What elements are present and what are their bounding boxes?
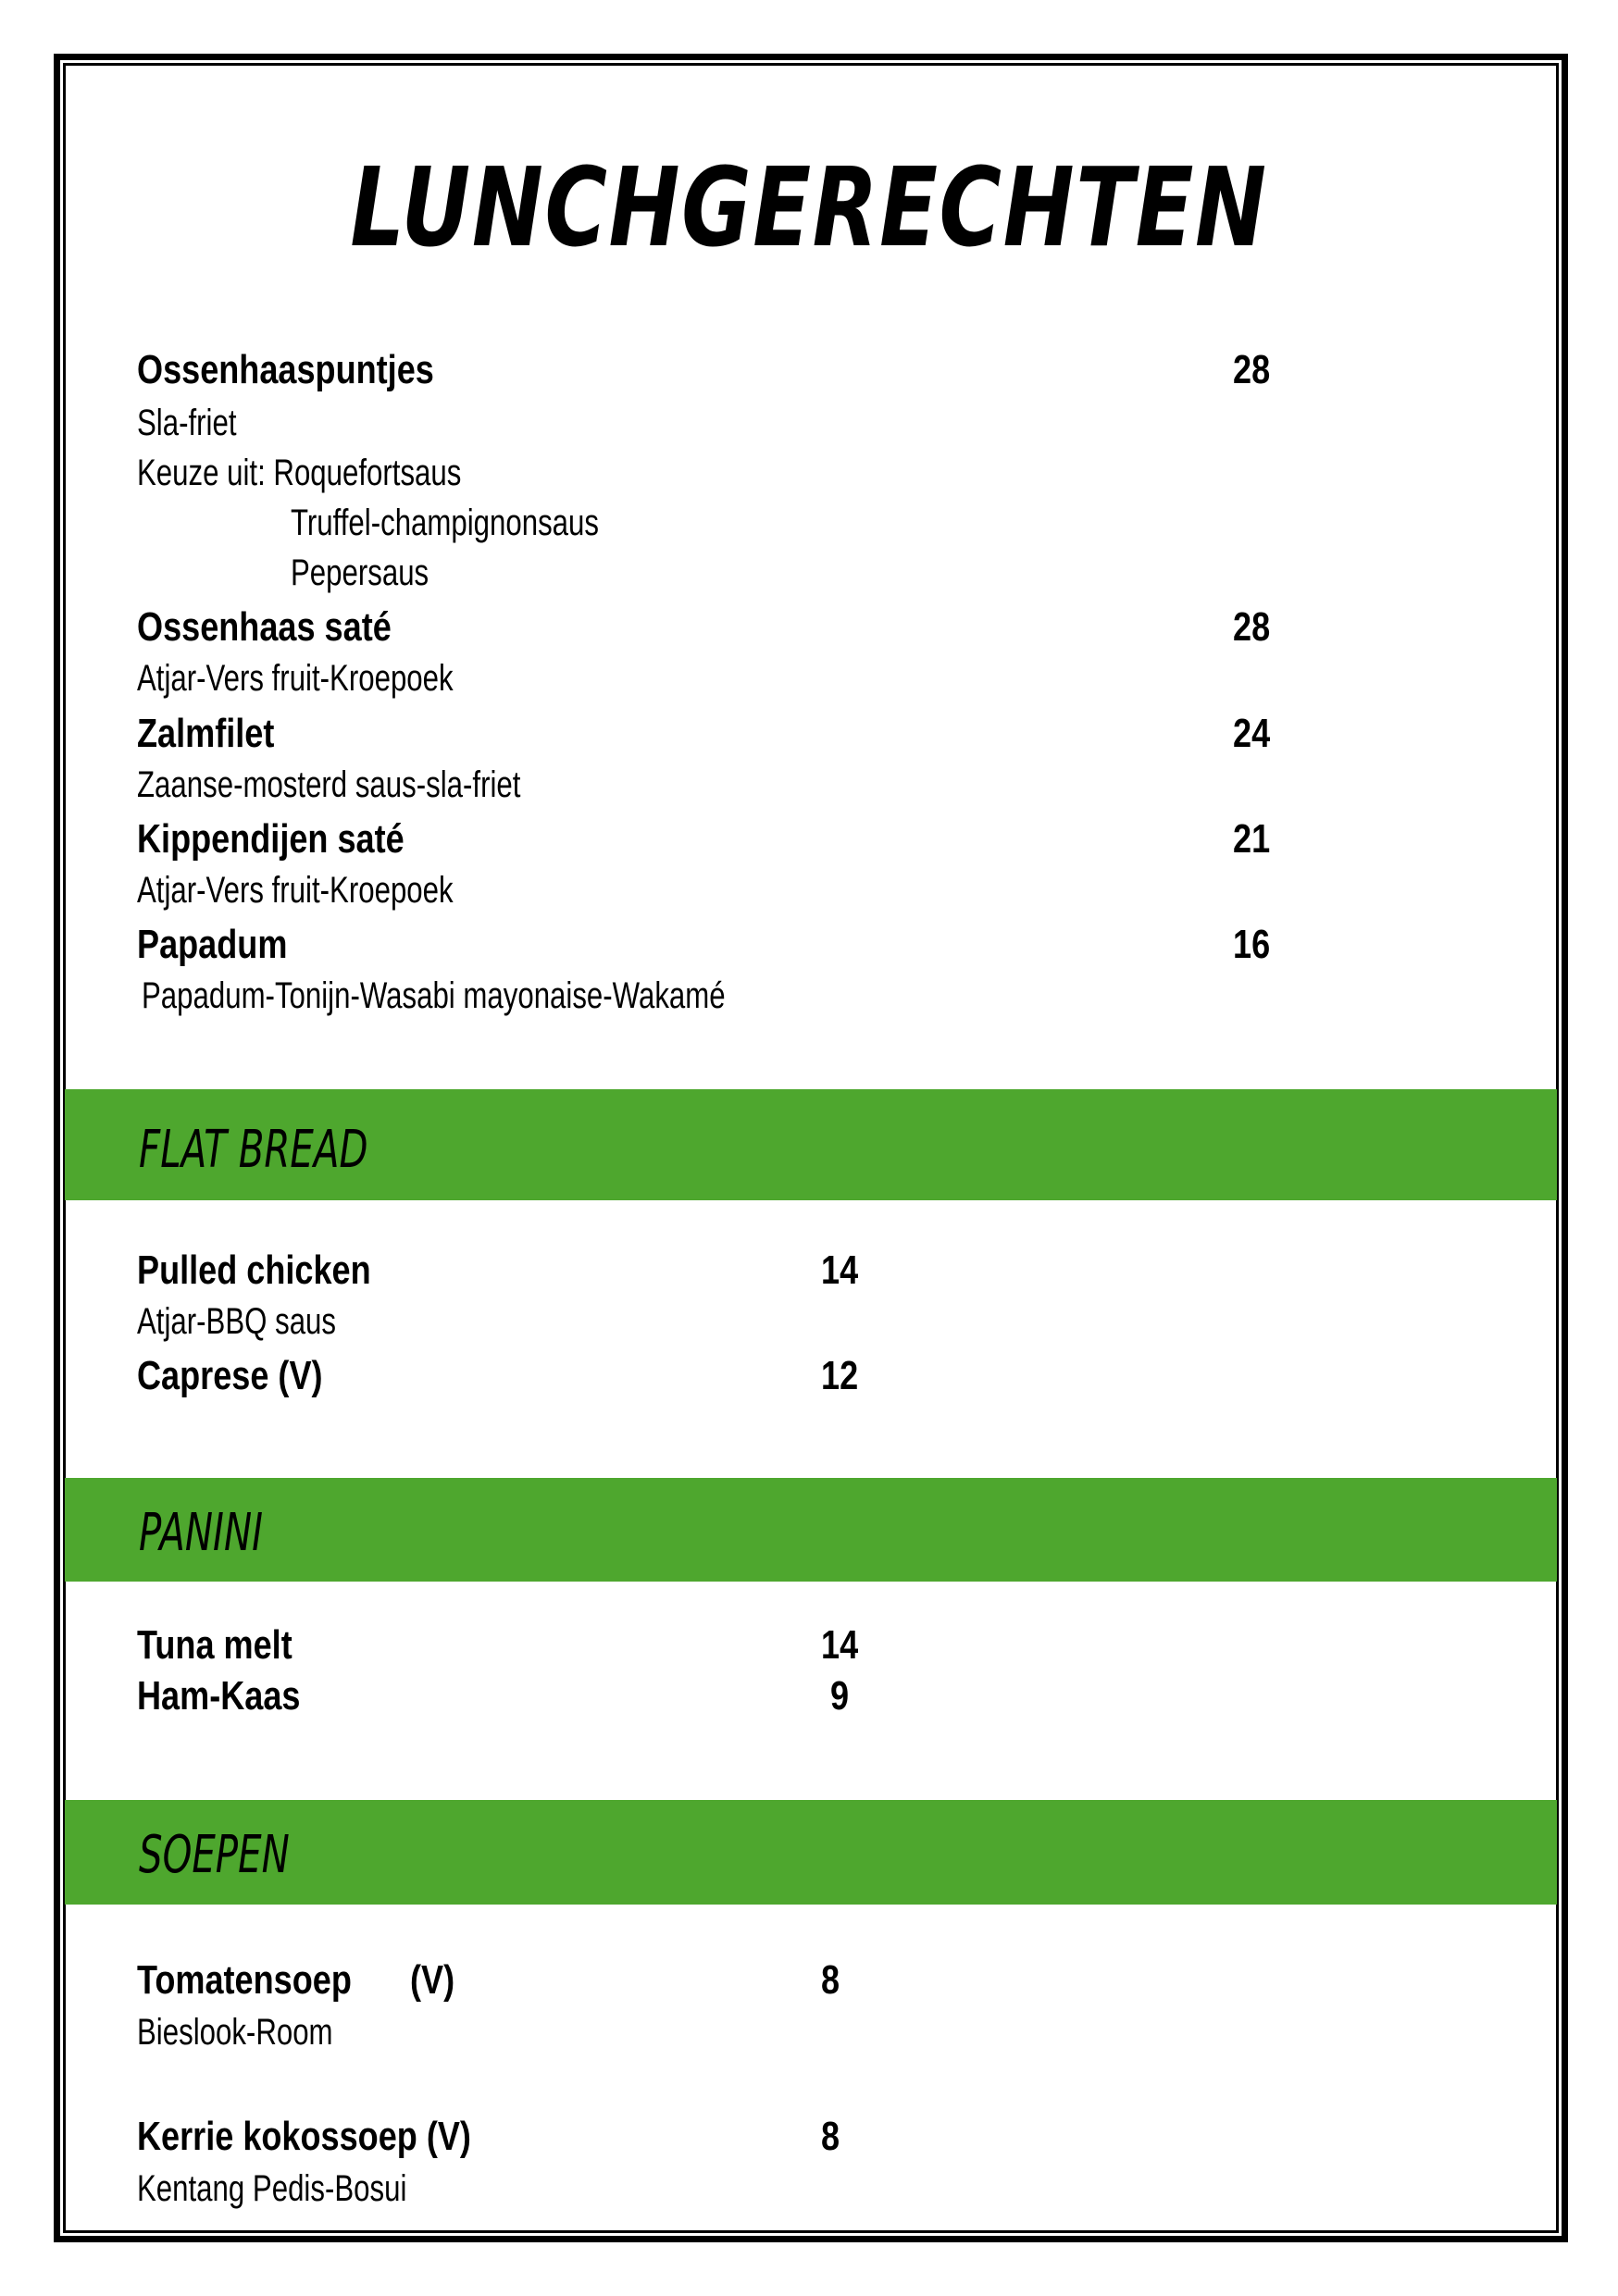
section-heading: PANINI [139, 1503, 263, 1563]
item-price: 12 [821, 1353, 859, 1398]
item-description: Pepersaus [291, 552, 429, 593]
item-description: Atjar-Vers fruit-Kroepoek [137, 658, 454, 699]
item-name: Papadum [137, 922, 288, 967]
section-band-flatbread [65, 1089, 1557, 1200]
item-name: Caprese (V) [137, 1353, 323, 1398]
item-name: Ossenhaas saté [137, 604, 392, 650]
item-description: Keuze uit: Roquefortsaus [137, 453, 462, 493]
item-name: Zalmfilet [137, 711, 275, 756]
item-price: 14 [821, 1622, 859, 1668]
section-heading: SOEPEN [139, 1825, 290, 1885]
section-band-panini [65, 1478, 1557, 1582]
item-name: Ham-Kaas [137, 1673, 301, 1719]
item-description: Atjar-Vers fruit-Kroepoek [137, 870, 454, 911]
item-price: 24 [1233, 711, 1271, 756]
item-name: Ossenhaaspuntjes [137, 347, 434, 392]
item-description: Kentang Pedis-Bosui [137, 2168, 407, 2209]
item-name: Tuna melt [137, 1622, 292, 1668]
item-price: 28 [1233, 604, 1271, 650]
item-price: 8 [821, 1957, 840, 2003]
item-price: 14 [821, 1247, 859, 1293]
item-name: Kerrie kokossoep (V) [137, 2114, 471, 2159]
item-price: 16 [1233, 922, 1271, 967]
item-price: 28 [1233, 347, 1271, 392]
item-description: Papadum-Tonijn-Wasabi mayonaise-Wakamé [142, 975, 726, 1016]
item-description: Zaanse-mosterd saus-sla-friet [137, 764, 521, 805]
item-description: Truffel-champignonsaus [291, 503, 599, 543]
menu-title: LUNCHGERECHTEN [350, 143, 1268, 271]
item-description: Bieslook-Room [137, 2012, 333, 2053]
item-tag: (V) [410, 1957, 455, 2003]
section-band-soepen [65, 1800, 1557, 1905]
item-name: Tomatensoep [137, 1957, 352, 2003]
section-heading: FLAT BREAD [139, 1120, 368, 1180]
item-description: Atjar-BBQ saus [137, 1301, 337, 1342]
item-description: Sla-friet [137, 403, 237, 443]
item-price: 9 [830, 1673, 850, 1719]
item-price: 8 [821, 2114, 840, 2159]
item-name: Kippendijen saté [137, 816, 404, 862]
item-name: Pulled chicken [137, 1247, 371, 1293]
item-price: 21 [1233, 816, 1271, 862]
